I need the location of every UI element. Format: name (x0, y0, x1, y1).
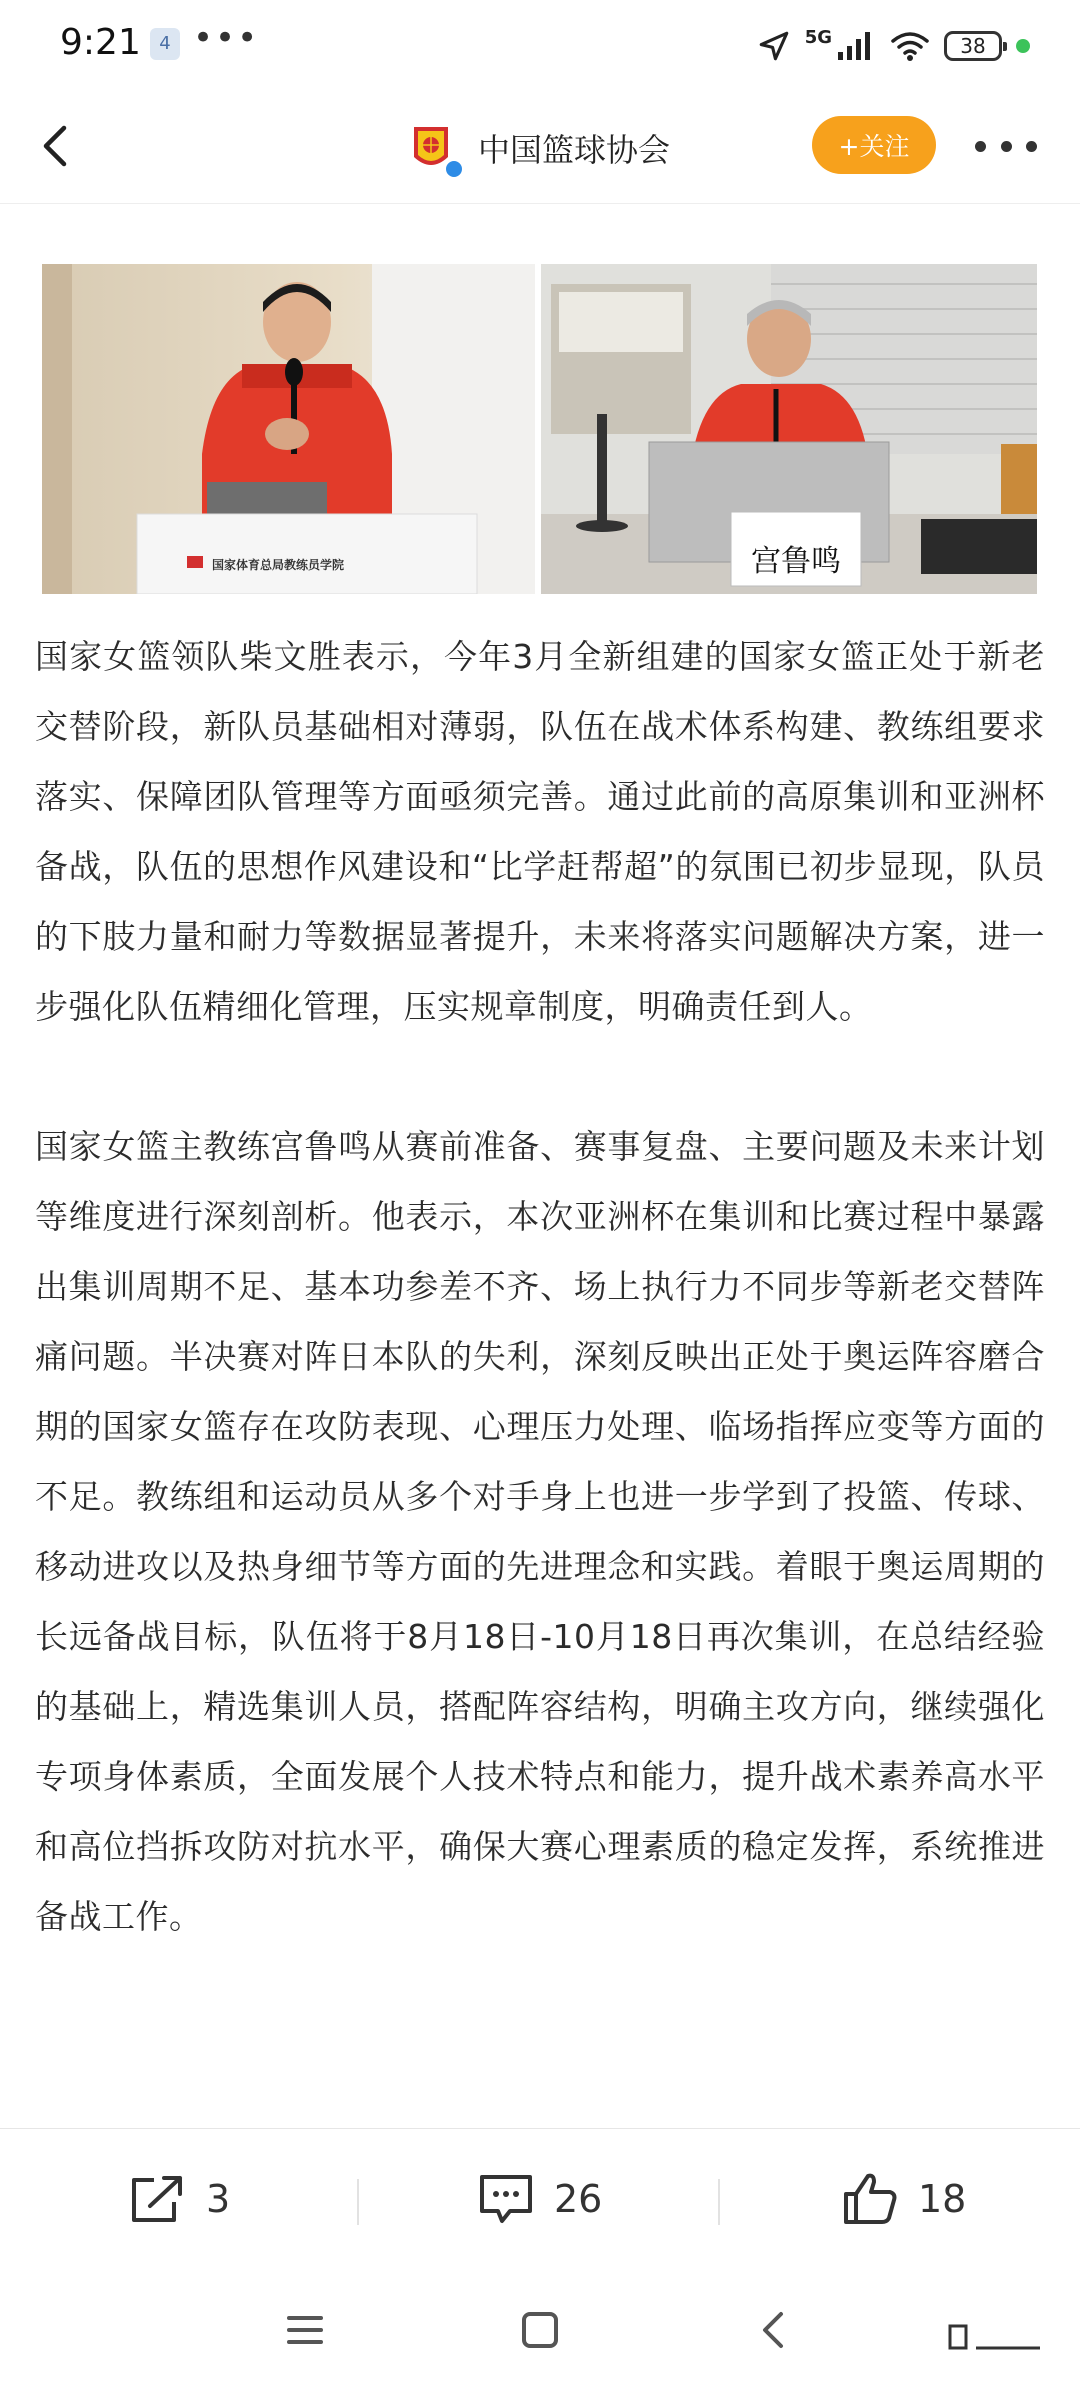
comment-button[interactable] (476, 2169, 602, 2229)
wifi-icon (890, 30, 930, 62)
account-avatar[interactable] (404, 121, 458, 175)
status-overflow: ••• (193, 18, 260, 58)
action-divider (357, 2179, 359, 2225)
article-body (35, 622, 1045, 1952)
podium-banner-text: 国家体育总局教练员学院 (212, 558, 345, 572)
menu-icon[interactable] (275, 2300, 335, 2360)
share-button[interactable] (128, 2169, 230, 2229)
follow-button[interactable]: +关注 (812, 116, 936, 174)
status-bar (0, 0, 1080, 92)
comment-icon (476, 2171, 536, 2227)
network-type: 5G (804, 26, 832, 48)
status-time: 9:21 (60, 22, 141, 63)
edge-handle-icon (930, 2324, 1050, 2354)
like-icon (840, 2170, 900, 2228)
like-count: 18 (918, 2177, 967, 2221)
system-nav-bar (0, 2290, 1080, 2400)
comment-count: 26 (554, 2177, 603, 2221)
account-name[interactable]: 中国篮球协会 (478, 131, 671, 169)
photo-speaker-podium[interactable] (42, 264, 535, 594)
nav-back-icon[interactable] (745, 2300, 805, 2360)
account-info[interactable] (404, 116, 670, 180)
signal-icon (836, 30, 876, 62)
home-icon[interactable] (510, 2300, 570, 2360)
action-divider (718, 2179, 720, 2225)
charging-dot (1016, 39, 1030, 53)
back-icon (28, 116, 88, 176)
like-button[interactable] (840, 2169, 966, 2229)
article-paragraph: 国家女篮领队柴文胜表示，今年3月全新组建的国家女篮正处于新老交替阶段，新队员基础相对薄弱，队伍在战术体系构建、教练组要求落实、保障团队管理等方面亟须完善。通过此前的高原集训和亚洲杯备战，队伍的思想作风建设和“比学赶帮超”的氛围已初步显现，队员的下肢力量和耐力等数据显著提升，未来将落实问题解决方案，进一步强化队伍精细化管理，压实规章制度，明确责任到人。 (35, 637, 1045, 1026)
more-icon[interactable] (975, 126, 1037, 166)
status-indicators (757, 26, 1030, 66)
nameplate-text: 宫鲁鸣 (751, 544, 841, 579)
verified-icon (444, 159, 464, 179)
share-icon (128, 2172, 188, 2226)
battery-indicator: 38 (944, 31, 1002, 61)
bottom-action-bar (0, 2128, 1080, 2268)
article-paragraph: 国家女篮主教练宫鲁鸣从赛前准备、赛事复盘、主要问题及未来计划等维度进行深刻剖析。他表示，本次亚洲杯在集训和比赛过程中暴露出集训周期不足、基本功参差不齐、场上执行力不同步等新老交替阵痛问题。半决赛对阵日本队的失利，深刻反映出正处于奥运阵容磨合期的国家女篮存在攻防表现、心理压力处理、临场指挥应变等方面的不足。教练组和运动员从多个对手身上也进一步学到了投篮、传球、移动进攻以及热身细节等方面的先进理念和实践。着眼于奥运周期的长远备战目标，队伍将于8月18日-10月18日再次集训，在总结经验的基础上，精选集训人员，搭配阵容结构，明确主攻方向，继续强化专项身体素质，全面发展个人技术特点和能力，提升战术素养高水平和高位挡拆攻防对抗水平，确保大赛心理素质的稳定发挥，系统推进备战工作。 (35, 1127, 1045, 1936)
photo-coach-nameplate[interactable] (541, 264, 1037, 594)
back-button[interactable] (28, 116, 88, 176)
location-icon (757, 29, 791, 63)
notification-badge: 4 (150, 28, 180, 60)
share-count: 3 (206, 2177, 231, 2221)
top-nav-header (0, 96, 1080, 204)
